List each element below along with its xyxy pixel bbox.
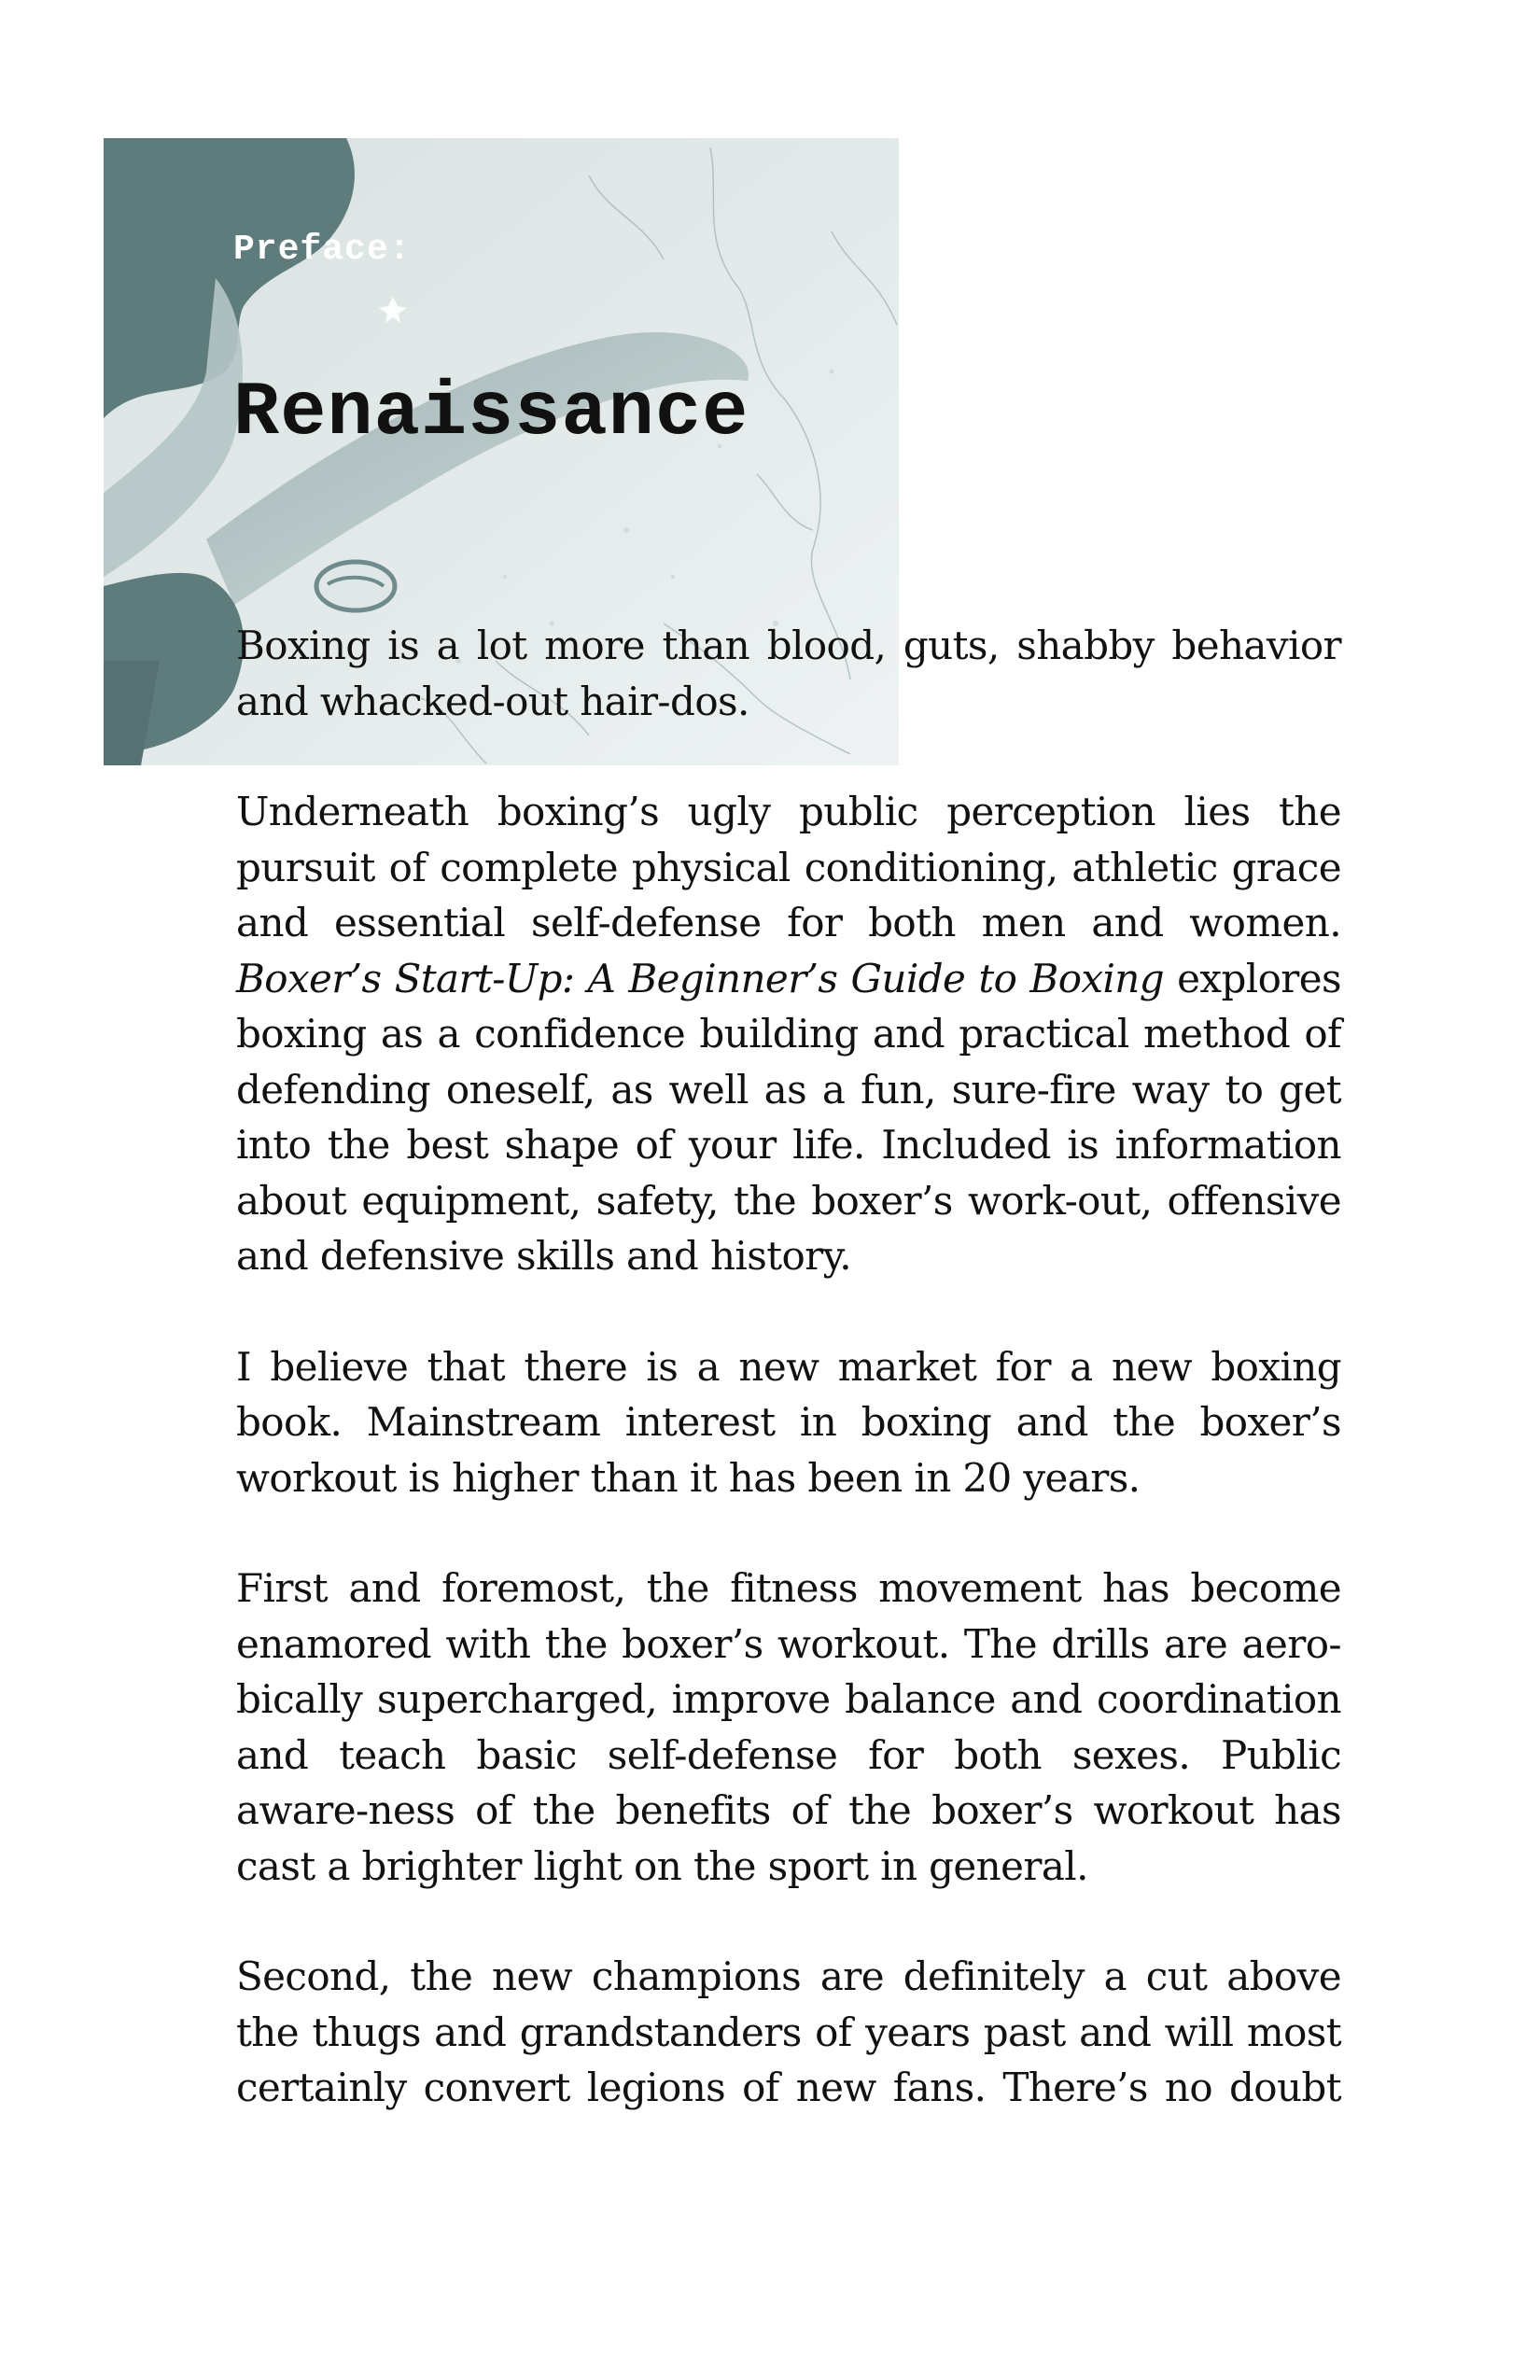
body-text (236, 618, 1341, 2116)
paragraph-fitness: First and foremost, the fitness movement has become enamored with the boxer’s workout. The drills are aero-bically supercharged, improve balance and coordination and teach basic self-defense for both sexes. Public aware-ness of the benefits of the boxer’s workout has cast a brighter light on the sport in general. (236, 1565, 1341, 1889)
section-label: Preface: (233, 230, 412, 270)
chapter-title: Renaissance (233, 370, 749, 456)
paragraph-champions: Second, the new champions are definitely a cut above the thugs and grandstanders of years past and will most certainly convert legions of new fans. There’s no doubt (236, 1953, 1341, 2110)
book-title: Boxer’s Start-Up: A Beginner’s Guide to Boxing (236, 955, 1165, 1001)
paragraph-text: explores boxing as a confidence building and practical method of defending oneself, as well as a fun, sure-fire way to get into the best shape of your life. Included is information about equipment, safety, the boxer’s work-out, offensive and defensive skills and history. (236, 955, 1341, 1279)
paragraph-intro: Boxing is a lot more than blood, guts, shabby behavior and whacked-out hair-dos. (236, 623, 1341, 724)
paragraph-text: Underneath boxing’s ugly public perception lies the pursuit of complete physical conditioning, athletic grace and essential self-defense for both men and women. (236, 789, 1341, 945)
paragraph-market: I believe that there is a new market for a new boxing book. Mainstream interest in boxing and the boxer’s workout is higher than it has been in 20 years. (236, 1343, 1341, 1501)
paragraph-book-description (236, 784, 1341, 1284)
